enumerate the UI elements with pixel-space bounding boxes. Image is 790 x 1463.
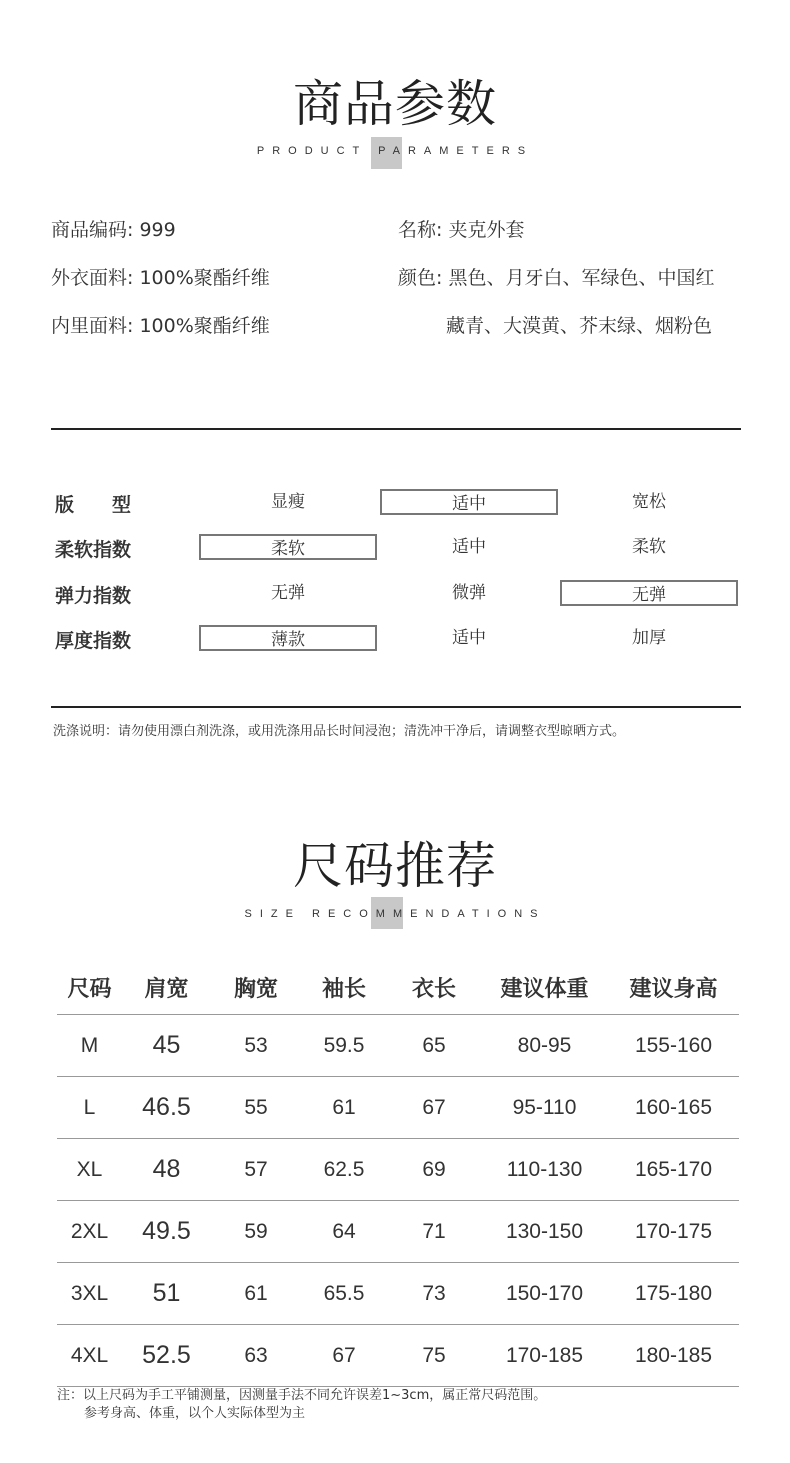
param-inner-fabric: 内里面料: 100%聚酯纤维 bbox=[51, 315, 270, 337]
size-note: 注：以上尺码为手工平铺测量，因测量手法不同允许误差1~3cm，属正常尺码范围。 bbox=[57, 1388, 547, 1403]
attribute-option: 微弹 bbox=[452, 583, 486, 603]
size-cell: 53 bbox=[211, 1015, 301, 1077]
size-cell: 55 bbox=[211, 1077, 301, 1139]
size-row bbox=[57, 1325, 739, 1387]
size-cell: 61 bbox=[301, 1077, 387, 1139]
size-cell: 65 bbox=[387, 1015, 481, 1077]
col-height: 建议身高 bbox=[608, 960, 739, 1015]
size-cell: 2XL bbox=[57, 1201, 122, 1263]
size-cell: 71 bbox=[387, 1201, 481, 1263]
attribute-label: 弹力指数 bbox=[55, 585, 132, 607]
size-cell: 160-165 bbox=[608, 1077, 739, 1139]
size-row bbox=[57, 1139, 739, 1201]
size-cell: 57 bbox=[211, 1139, 301, 1201]
size-cell: 165-170 bbox=[608, 1139, 739, 1201]
size-row bbox=[57, 1077, 739, 1139]
size-table-header bbox=[57, 960, 739, 1015]
size-cell: M bbox=[57, 1015, 122, 1077]
param-code: 商品编码: 999 bbox=[51, 219, 176, 241]
size-cell: 51 bbox=[122, 1263, 211, 1325]
col-sleeve: 袖长 bbox=[301, 960, 387, 1015]
col-weight: 建议体重 bbox=[481, 960, 608, 1015]
size-note-2: 参考身高、体重，以个人实际体型为主 bbox=[84, 1406, 306, 1421]
size-cell: 69 bbox=[387, 1139, 481, 1201]
size-cell: 75 bbox=[387, 1325, 481, 1387]
size-cell: 110-130 bbox=[481, 1139, 608, 1201]
size-cell: 4XL bbox=[57, 1325, 122, 1387]
size-cell: 61 bbox=[211, 1263, 301, 1325]
attribute-label: 厚度指数 bbox=[55, 630, 132, 652]
size-cell: 170-185 bbox=[481, 1325, 608, 1387]
size-cell: 130-150 bbox=[481, 1201, 608, 1263]
size-subtitle: SIZE RECOMMENDATIONS bbox=[245, 908, 546, 920]
size-cell: 59 bbox=[211, 1201, 301, 1263]
col-size: 尺码 bbox=[57, 960, 122, 1015]
attribute-option: 柔软 bbox=[632, 537, 666, 557]
size-cell: 64 bbox=[301, 1201, 387, 1263]
size-cell: 175-180 bbox=[608, 1263, 739, 1325]
size-row bbox=[57, 1263, 739, 1325]
size-cell: 45 bbox=[122, 1015, 211, 1077]
size-cell: 49.5 bbox=[122, 1201, 211, 1263]
size-cell: 62.5 bbox=[301, 1139, 387, 1201]
param-colors: 颜色: 黑色、月牙白、军绿色、中国红 bbox=[398, 267, 715, 289]
attribute-option: 适中 bbox=[452, 628, 486, 648]
size-cell: XL bbox=[57, 1139, 122, 1201]
size-cell: 52.5 bbox=[122, 1325, 211, 1387]
params-title: 商品参数 bbox=[293, 75, 497, 133]
size-cell: 80-95 bbox=[481, 1015, 608, 1077]
attribute-label: 版 型 bbox=[55, 494, 132, 516]
size-cell: 73 bbox=[387, 1263, 481, 1325]
size-cell: 67 bbox=[301, 1325, 387, 1387]
attribute-option: 宽松 bbox=[632, 492, 666, 512]
size-cell: L bbox=[57, 1077, 122, 1139]
size-row bbox=[57, 1015, 739, 1077]
size-cell: 59.5 bbox=[301, 1015, 387, 1077]
param-colors-cont: 藏青、大漠黄、芥末绿、烟粉色 bbox=[446, 315, 713, 337]
col-shoulder: 肩宽 bbox=[122, 960, 211, 1015]
attribute-option-selected: 薄款 bbox=[199, 625, 377, 651]
size-cell: 67 bbox=[387, 1077, 481, 1139]
size-cell: 48 bbox=[122, 1139, 211, 1201]
attribute-label: 柔软指数 bbox=[55, 539, 132, 561]
size-table bbox=[57, 960, 739, 1387]
attribute-option: 适中 bbox=[452, 537, 486, 557]
size-cell: 180-185 bbox=[608, 1325, 739, 1387]
wash-instructions: 洗涤说明：请勿使用漂白剂洗涤，或用洗涤用品长时间浸泡；清洗冲干净后，请调整衣型晾晒方式。 bbox=[53, 724, 626, 739]
size-row bbox=[57, 1201, 739, 1263]
divider-top bbox=[51, 428, 741, 430]
size-cell: 3XL bbox=[57, 1263, 122, 1325]
params-subtitle: PRODUCT PARAMETERS bbox=[257, 145, 533, 157]
attribute-option-selected: 柔软 bbox=[199, 534, 377, 560]
attribute-option: 显瘦 bbox=[271, 492, 305, 512]
divider-bottom bbox=[51, 706, 741, 708]
param-name: 名称: 夹克外套 bbox=[398, 219, 525, 241]
size-cell: 63 bbox=[211, 1325, 301, 1387]
size-cell: 46.5 bbox=[122, 1077, 211, 1139]
size-cell: 155-160 bbox=[608, 1015, 739, 1077]
param-outer-fabric: 外衣面料: 100%聚酯纤维 bbox=[51, 267, 270, 289]
attribute-option-selected: 无弹 bbox=[560, 580, 738, 606]
size-cell: 150-170 bbox=[481, 1263, 608, 1325]
attribute-option: 无弹 bbox=[271, 583, 305, 603]
col-chest: 胸宽 bbox=[211, 960, 301, 1015]
size-title: 尺码推荐 bbox=[293, 837, 497, 895]
size-cell: 170-175 bbox=[608, 1201, 739, 1263]
size-cell: 95-110 bbox=[481, 1077, 608, 1139]
attribute-option: 加厚 bbox=[632, 628, 666, 648]
attribute-option-selected: 适中 bbox=[380, 489, 558, 515]
size-cell: 65.5 bbox=[301, 1263, 387, 1325]
col-length: 衣长 bbox=[387, 960, 481, 1015]
